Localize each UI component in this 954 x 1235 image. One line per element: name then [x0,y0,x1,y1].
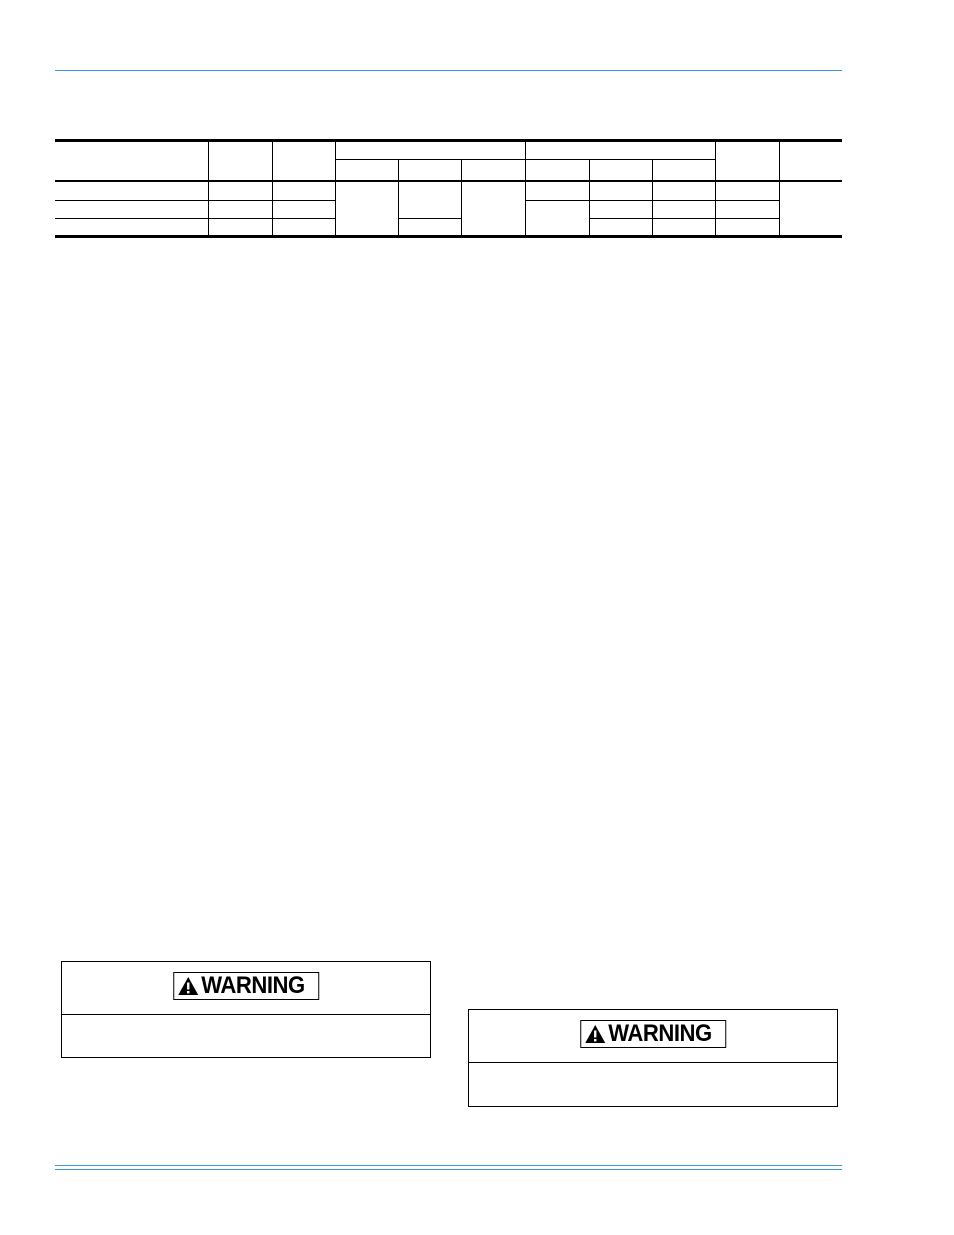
table-col-divider [335,139,336,237]
table-top-rule [55,139,842,142]
warning-label-text: WARNING [608,1020,712,1047]
header-rule [55,70,842,71]
warning-box-1 [61,961,431,1058]
table-col-divider [589,159,590,237]
table-header-bottom-rule [55,180,842,182]
warning-box-2 [468,1009,838,1107]
table-bottom-rule [55,235,842,238]
warning-triangle-icon [177,976,199,996]
table-row-rule-2-left [55,218,335,219]
table-col-divider [208,139,209,237]
warning-body [62,1015,430,1057]
table-col-divider [461,159,462,237]
spec-table [55,139,842,239]
table-col-divider [398,159,399,237]
table-row-rule-1-left [55,200,335,201]
table-col-divider [779,139,780,237]
warning-label [173,972,319,1000]
warning-body [469,1063,837,1106]
warning-triangle-icon [584,1024,606,1044]
table-row-rule-2-mid [398,218,461,219]
table-col-divider [272,139,273,237]
warning-header [469,1010,837,1063]
table-row-rule-2-right [589,218,779,219]
warning-header [62,962,430,1015]
warning-label [580,1020,726,1048]
warning-label-text: WARNING [201,972,305,999]
table-col-divider [652,159,653,237]
table-col-divider [525,139,526,237]
table-subheader-rule-right-group [525,159,715,160]
footer-rule [55,1165,842,1170]
table-col-divider [715,139,716,237]
table-subheader-rule-left-group [335,159,525,160]
